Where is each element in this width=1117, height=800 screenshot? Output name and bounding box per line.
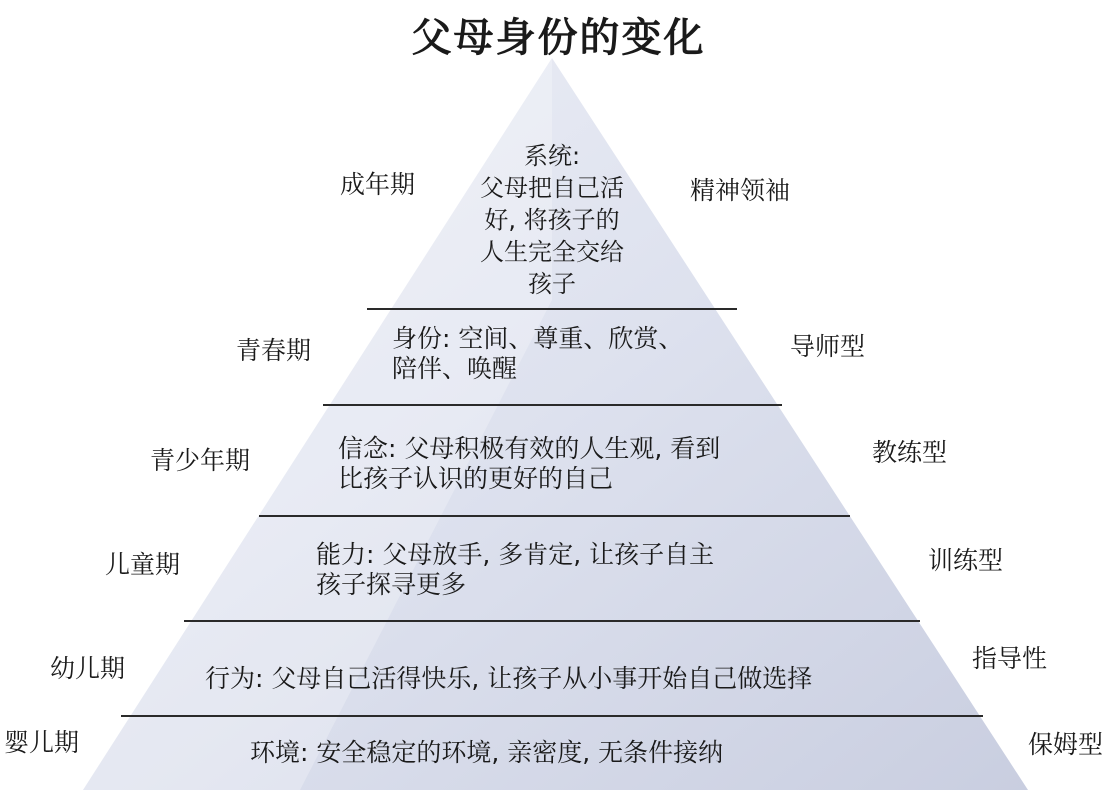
level-content-line: 父母把自己活 [480,174,624,202]
level-content-line: 行为: 父母自己活得快乐, 让孩子从小事开始自己做选择 [205,664,813,693]
role-label: 训练型 [928,546,1004,575]
level-content-line: 好, 将孩子的 [484,206,620,234]
level-content-line: 信念: 父母积极有效的人生观, 看到 [338,434,721,463]
level-content [392,324,683,384]
stage-label: 婴儿期 [4,728,80,757]
role-label: 保姆型 [1028,730,1104,759]
level-content [338,434,720,494]
level-content-line: 孩子探寻更多 [316,570,467,599]
stage-label: 青春期 [236,336,312,365]
level-content-line: 能力: 父母放手, 多肯定, 让孩子自主 [316,540,715,569]
level-content-line: 孩子 [528,270,576,298]
level-content-line: 系统: [523,142,581,170]
level-content [452,140,652,300]
stage-label: 幼儿期 [50,654,126,683]
level-content-line: 身份: 空间、尊重、欣赏、 [392,324,684,353]
role-label: 教练型 [872,438,948,467]
level-content-line: 环境: 安全稳定的环境, 亲密度, 无条件接纳 [250,738,724,767]
level-content-line: 人生完全交给 [480,238,624,266]
role-label: 导师型 [790,332,866,361]
role-label: 精神领袖 [690,176,791,205]
level-content [316,540,714,600]
level-content [205,664,812,694]
role-label: 指导性 [972,644,1048,673]
stage-label: 成年期 [340,170,416,199]
level-content-line: 陪伴、唤醒 [392,354,518,383]
level-content [250,738,723,768]
level-content-line: 比孩子认识的更好的自己 [338,464,614,493]
diagram-title: 父母身份的变化 [411,15,706,61]
stage-label: 青少年期 [150,446,251,475]
stage-label: 儿童期 [105,550,181,579]
